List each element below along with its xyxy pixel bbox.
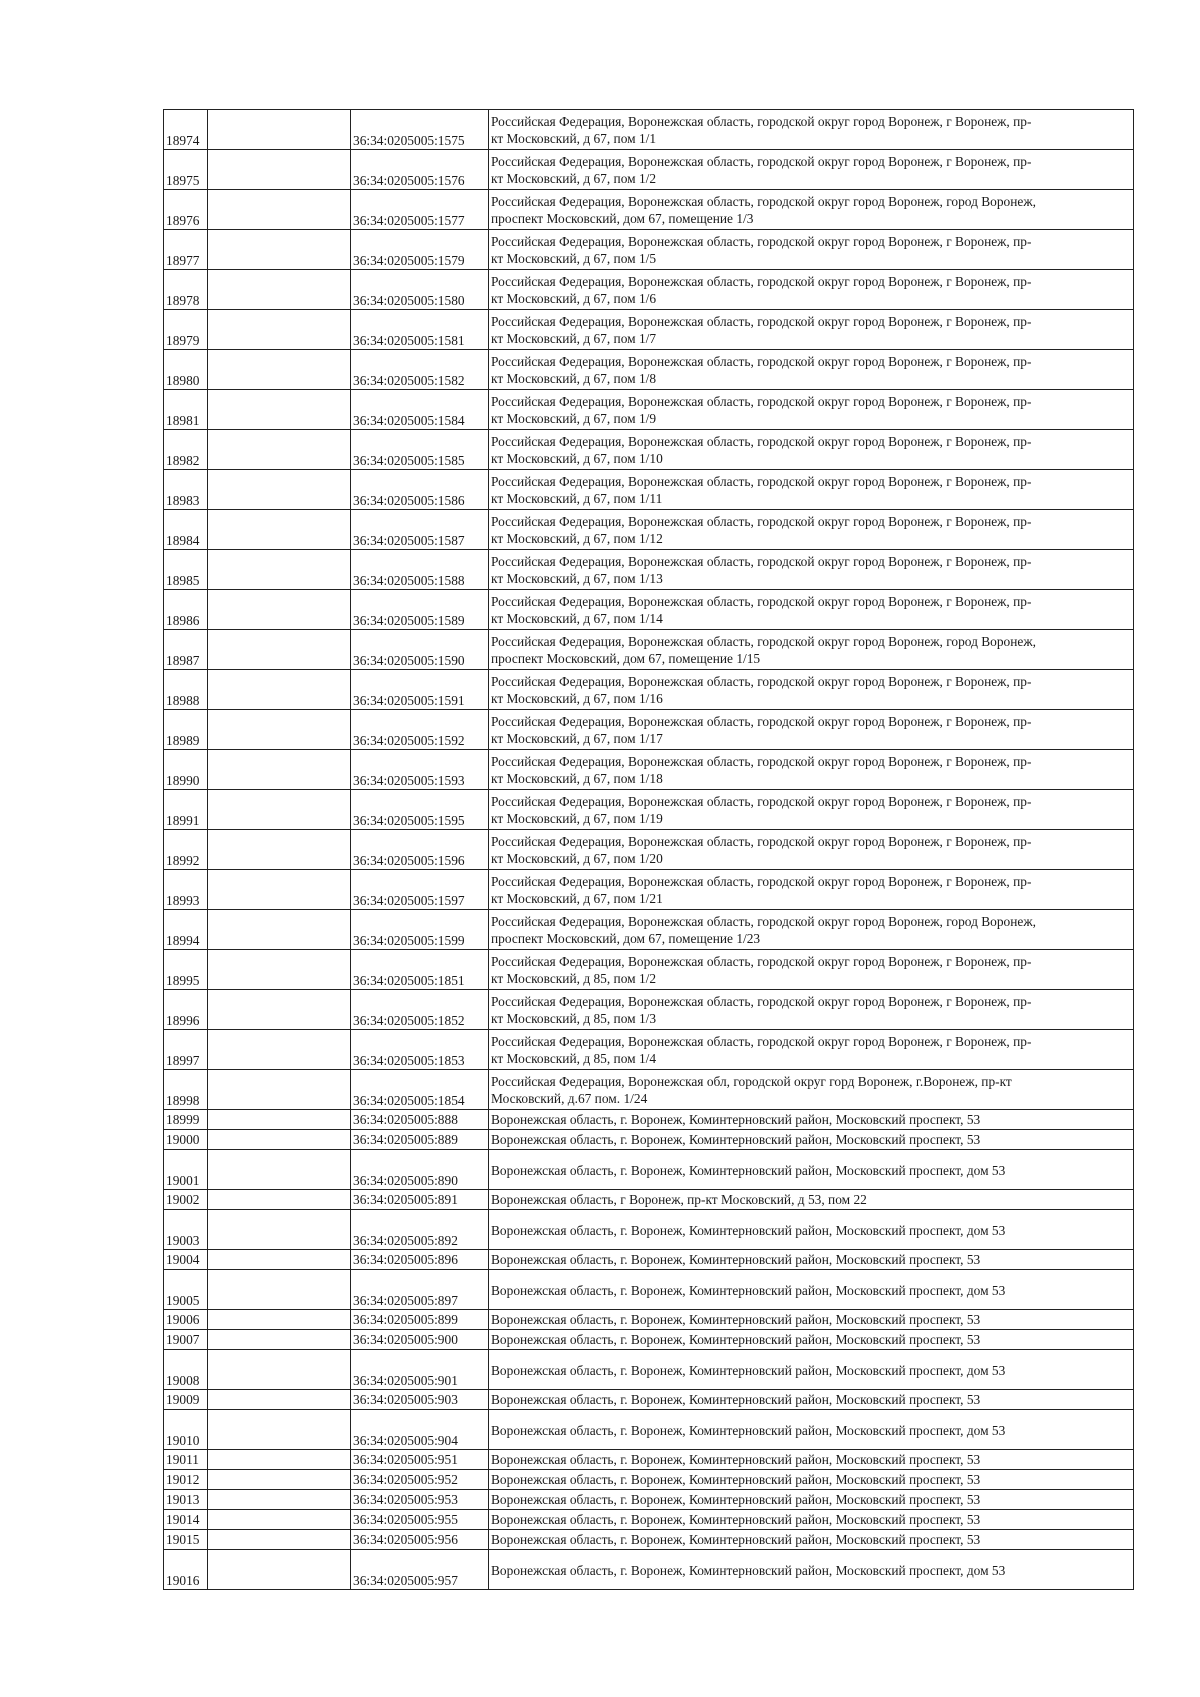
empty-cell [208, 110, 351, 150]
cadastral-number-cell: 36:34:0205005:888 [351, 1110, 489, 1130]
row-number-cell: 18978 [164, 270, 208, 310]
empty-cell [208, 1350, 351, 1390]
table-row [164, 1510, 1134, 1530]
empty-cell [208, 1470, 351, 1490]
cadastral-number-cell: 36:34:0205005:1575 [351, 110, 489, 150]
row-number-cell: 18975 [164, 150, 208, 190]
row-number-cell: 19006 [164, 1310, 208, 1330]
table-row [164, 230, 1134, 270]
address-cell: Российская Федерация, Воронежская обл, городской округ горд Воронеж, г.Воронеж, пр-кт Московский, д.67 пом. 1/24 [489, 1070, 1134, 1110]
cadastral-number-cell: 36:34:0205005:890 [351, 1150, 489, 1190]
cadastral-number-cell: 36:34:0205005:1576 [351, 150, 489, 190]
table-row [164, 990, 1134, 1030]
table-row [164, 270, 1134, 310]
cadastral-number-cell: 36:34:0205005:957 [351, 1550, 489, 1590]
empty-cell [208, 510, 351, 550]
address-cell: Российская Федерация, Воронежская область, городской округ город Воронеж, г Воронеж, пр- кт Московский, д 67, пом 1/6 [489, 270, 1134, 310]
address-cell: Российская Федерация, Воронежская область, городской округ город Воронеж, г Воронеж, пр- кт Московский, д 67, пом 1/17 [489, 710, 1134, 750]
table-row [164, 870, 1134, 910]
table-row [164, 190, 1134, 230]
cadastral-number-cell: 36:34:0205005:953 [351, 1490, 489, 1510]
empty-cell [208, 910, 351, 950]
row-number-cell: 19000 [164, 1130, 208, 1150]
address-cell: Российская Федерация, Воронежская область, городской округ город Воронеж, город Воронеж, проспект Московский, дом 67, помещение 1/3 [489, 190, 1134, 230]
address-cell: Российская Федерация, Воронежская область, городской округ город Воронеж, г Воронеж, пр- кт Московский, д 67, пом 1/16 [489, 670, 1134, 710]
row-number-cell: 18995 [164, 950, 208, 990]
table-row [164, 1270, 1134, 1310]
table-row [164, 950, 1134, 990]
row-number-cell: 19007 [164, 1330, 208, 1350]
empty-cell [208, 750, 351, 790]
empty-cell [208, 1510, 351, 1530]
table-row [164, 1550, 1134, 1590]
table-row [164, 1530, 1134, 1550]
table-row [164, 150, 1134, 190]
address-cell: Воронежская область, г. Воронеж, Коминтерновский район, Московский проспект, 53 [489, 1250, 1134, 1270]
table-row [164, 1210, 1134, 1250]
row-number-cell: 19004 [164, 1250, 208, 1270]
empty-cell [208, 1450, 351, 1470]
empty-cell [208, 1250, 351, 1270]
property-table [163, 109, 1134, 1590]
cadastral-number-cell: 36:34:0205005:951 [351, 1450, 489, 1470]
table-row [164, 310, 1134, 350]
row-number-cell: 18976 [164, 190, 208, 230]
empty-cell [208, 1410, 351, 1450]
address-cell: Воронежская область, г. Воронеж, Коминтерновский район, Московский проспект, дом 53 [489, 1150, 1134, 1190]
cadastral-number-cell: 36:34:0205005:1853 [351, 1030, 489, 1070]
cadastral-number-cell: 36:34:0205005:1592 [351, 710, 489, 750]
table-row [164, 1190, 1134, 1210]
empty-cell [208, 1490, 351, 1510]
empty-cell [208, 710, 351, 750]
empty-cell [208, 350, 351, 390]
cadastral-number-cell: 36:34:0205005:956 [351, 1530, 489, 1550]
address-cell: Российская Федерация, Воронежская область, городской округ город Воронеж, г Воронеж, пр- кт Московский, д 67, пом 1/9 [489, 390, 1134, 430]
row-number-cell: 19008 [164, 1350, 208, 1390]
empty-cell [208, 1550, 351, 1590]
empty-cell [208, 1210, 351, 1250]
cadastral-number-cell: 36:34:0205005:1584 [351, 390, 489, 430]
cadastral-number-cell: 36:34:0205005:1589 [351, 590, 489, 630]
table-row [164, 430, 1134, 470]
row-number-cell: 18993 [164, 870, 208, 910]
table-row [164, 630, 1134, 670]
row-number-cell: 18981 [164, 390, 208, 430]
cadastral-number-cell: 36:34:0205005:1590 [351, 630, 489, 670]
table-row [164, 1410, 1134, 1450]
address-cell: Российская Федерация, Воронежская область, городской округ город Воронеж, г Воронеж, пр- кт Московский, д 67, пом 1/14 [489, 590, 1134, 630]
row-number-cell: 19003 [164, 1210, 208, 1250]
address-cell: Воронежская область, г. Воронеж, Коминтерновский район, Московский проспект, 53 [489, 1450, 1134, 1470]
address-cell: Российская Федерация, Воронежская область, городской округ город Воронеж, г Воронеж, пр- кт Московский, д 85, пом 1/4 [489, 1030, 1134, 1070]
row-number-cell: 19002 [164, 1190, 208, 1210]
empty-cell [208, 1390, 351, 1410]
row-number-cell: 18983 [164, 470, 208, 510]
address-cell: Воронежская область, г. Воронеж, Коминтерновский район, Московский проспект, 53 [489, 1510, 1134, 1530]
table-row [164, 1070, 1134, 1110]
row-number-cell: 18994 [164, 910, 208, 950]
cadastral-number-cell: 36:34:0205005:904 [351, 1410, 489, 1450]
empty-cell [208, 1030, 351, 1070]
table-row [164, 1130, 1134, 1150]
table-row [164, 1390, 1134, 1410]
cadastral-number-cell: 36:34:0205005:1577 [351, 190, 489, 230]
table-row [164, 510, 1134, 550]
table-row [164, 910, 1134, 950]
table-row [164, 670, 1134, 710]
cadastral-number-cell: 36:34:0205005:903 [351, 1390, 489, 1410]
empty-cell [208, 830, 351, 870]
address-cell: Российская Федерация, Воронежская область, городской округ город Воронеж, г Воронеж, пр- кт Московский, д 67, пом 1/21 [489, 870, 1134, 910]
row-number-cell: 18977 [164, 230, 208, 270]
cadastral-number-cell: 36:34:0205005:1597 [351, 870, 489, 910]
address-cell: Российская Федерация, Воронежская область, городской округ город Воронеж, г Воронеж, пр- кт Московский, д 67, пом 1/1 [489, 110, 1134, 150]
address-cell: Воронежская область, г. Воронеж, Коминтерновский район, Московский проспект, 53 [489, 1470, 1134, 1490]
table-row [164, 1450, 1134, 1470]
table-row [164, 1110, 1134, 1130]
row-number-cell: 18998 [164, 1070, 208, 1110]
cadastral-number-cell: 36:34:0205005:1585 [351, 430, 489, 470]
cadastral-number-cell: 36:34:0205005:889 [351, 1130, 489, 1150]
cadastral-number-cell: 36:34:0205005:900 [351, 1330, 489, 1350]
empty-cell [208, 1130, 351, 1150]
address-cell: Воронежская область, г Воронеж, пр-кт Московский, д 53, пом 22 [489, 1190, 1134, 1210]
address-cell: Воронежская область, г. Воронеж, Коминтерновский район, Московский проспект, 53 [489, 1530, 1134, 1550]
table-row [164, 1150, 1134, 1190]
empty-cell [208, 1070, 351, 1110]
empty-cell [208, 270, 351, 310]
row-number-cell: 18985 [164, 550, 208, 590]
row-number-cell: 18980 [164, 350, 208, 390]
row-number-cell: 19011 [164, 1450, 208, 1470]
address-cell: Российская Федерация, Воронежская область, городской округ город Воронеж, г Воронеж, пр- кт Московский, д 67, пом 1/19 [489, 790, 1134, 830]
row-number-cell: 19005 [164, 1270, 208, 1310]
row-number-cell: 19009 [164, 1390, 208, 1410]
table-row [164, 550, 1134, 590]
cadastral-number-cell: 36:34:0205005:896 [351, 1250, 489, 1270]
row-number-cell: 18974 [164, 110, 208, 150]
table-row [164, 830, 1134, 870]
table-row [164, 1490, 1134, 1510]
table-row [164, 1310, 1134, 1330]
row-number-cell: 18987 [164, 630, 208, 670]
empty-cell [208, 790, 351, 830]
row-number-cell: 18999 [164, 1110, 208, 1130]
empty-cell [208, 950, 351, 990]
empty-cell [208, 190, 351, 230]
row-number-cell: 18988 [164, 670, 208, 710]
table-row [164, 1470, 1134, 1490]
address-cell: Российская Федерация, Воронежская область, городской округ город Воронеж, г Воронеж, пр- кт Московский, д 67, пом 1/7 [489, 310, 1134, 350]
empty-cell [208, 1190, 351, 1210]
table-row [164, 1030, 1134, 1070]
address-cell: Воронежская область, г. Воронеж, Коминтерновский район, Московский проспект, 53 [489, 1110, 1134, 1130]
address-cell: Воронежская область, г. Воронеж, Коминтерновский район, Московский проспект, 53 [489, 1390, 1134, 1410]
property-table-body [164, 110, 1134, 1590]
cadastral-number-cell: 36:34:0205005:952 [351, 1470, 489, 1490]
cadastral-number-cell: 36:34:0205005:1581 [351, 310, 489, 350]
address-cell: Российская Федерация, Воронежская область, городской округ город Воронеж, г Воронеж, пр- кт Московский, д 67, пом 1/8 [489, 350, 1134, 390]
address-cell: Воронежская область, г. Воронеж, Коминтерновский район, Московский проспект, 53 [489, 1330, 1134, 1350]
cadastral-number-cell: 36:34:0205005:1596 [351, 830, 489, 870]
empty-cell [208, 550, 351, 590]
cadastral-number-cell: 36:34:0205005:1579 [351, 230, 489, 270]
empty-cell [208, 1270, 351, 1310]
cadastral-number-cell: 36:34:0205005:1854 [351, 1070, 489, 1110]
empty-cell [208, 630, 351, 670]
table-row [164, 470, 1134, 510]
empty-cell [208, 1150, 351, 1190]
empty-cell [208, 1330, 351, 1350]
row-number-cell: 18990 [164, 750, 208, 790]
empty-cell [208, 230, 351, 270]
cadastral-number-cell: 36:34:0205005:1593 [351, 750, 489, 790]
table-row [164, 790, 1134, 830]
cadastral-number-cell: 36:34:0205005:1599 [351, 910, 489, 950]
address-cell: Российская Федерация, Воронежская область, городской округ город Воронеж, г Воронеж, пр- кт Московский, д 67, пом 1/20 [489, 830, 1134, 870]
address-cell: Российская Федерация, Воронежская область, городской округ город Воронеж, г Воронеж, пр- кт Московский, д 67, пом 1/2 [489, 150, 1134, 190]
row-number-cell: 18984 [164, 510, 208, 550]
cadastral-number-cell: 36:34:0205005:1595 [351, 790, 489, 830]
address-cell: Воронежская область, г. Воронеж, Коминтерновский район, Московский проспект, 53 [489, 1490, 1134, 1510]
row-number-cell: 19013 [164, 1490, 208, 1510]
row-number-cell: 19016 [164, 1550, 208, 1590]
address-cell: Российская Федерация, Воронежская область, городской округ город Воронеж, г Воронеж, пр- кт Московский, д 67, пом 1/13 [489, 550, 1134, 590]
address-cell: Воронежская область, г. Воронеж, Коминтерновский район, Московский проспект, дом 53 [489, 1550, 1134, 1590]
table-row [164, 1350, 1134, 1390]
cadastral-number-cell: 36:34:0205005:897 [351, 1270, 489, 1310]
row-number-cell: 19015 [164, 1530, 208, 1550]
table-row [164, 710, 1134, 750]
empty-cell [208, 870, 351, 910]
row-number-cell: 18992 [164, 830, 208, 870]
empty-cell [208, 430, 351, 470]
address-cell: Воронежская область, г. Воронеж, Коминтерновский район, Московский проспект, 53 [489, 1310, 1134, 1330]
cadastral-number-cell: 36:34:0205005:1580 [351, 270, 489, 310]
cadastral-number-cell: 36:34:0205005:1586 [351, 470, 489, 510]
address-cell: Российская Федерация, Воронежская область, городской округ город Воронеж, г Воронеж, пр- кт Московский, д 67, пом 1/12 [489, 510, 1134, 550]
empty-cell [208, 1110, 351, 1130]
cadastral-number-cell: 36:34:0205005:955 [351, 1510, 489, 1530]
address-cell: Воронежская область, г. Воронеж, Коминтерновский район, Московский проспект, дом 53 [489, 1410, 1134, 1450]
row-number-cell: 18991 [164, 790, 208, 830]
cadastral-number-cell: 36:34:0205005:891 [351, 1190, 489, 1210]
empty-cell [208, 990, 351, 1030]
cadastral-number-cell: 36:34:0205005:1591 [351, 670, 489, 710]
cadastral-number-cell: 36:34:0205005:901 [351, 1350, 489, 1390]
address-cell: Российская Федерация, Воронежская область, городской округ город Воронеж, г Воронеж, пр- кт Московский, д 67, пом 1/10 [489, 430, 1134, 470]
cadastral-number-cell: 36:34:0205005:1851 [351, 950, 489, 990]
table-row [164, 350, 1134, 390]
address-cell: Воронежская область, г. Воронеж, Коминтерновский район, Московский проспект, 53 [489, 1130, 1134, 1150]
row-number-cell: 19010 [164, 1410, 208, 1450]
empty-cell [208, 470, 351, 510]
address-cell: Воронежская область, г. Воронеж, Коминтерновский район, Московский проспект, дом 53 [489, 1350, 1134, 1390]
table-row [164, 590, 1134, 630]
address-cell: Российская Федерация, Воронежская область, городской округ город Воронеж, город Воронеж, проспект Московский, дом 67, помещение 1/23 [489, 910, 1134, 950]
empty-cell [208, 390, 351, 430]
row-number-cell: 18989 [164, 710, 208, 750]
empty-cell [208, 1530, 351, 1550]
cadastral-number-cell: 36:34:0205005:1588 [351, 550, 489, 590]
cadastral-number-cell: 36:34:0205005:892 [351, 1210, 489, 1250]
row-number-cell: 19001 [164, 1150, 208, 1190]
address-cell: Воронежская область, г. Воронеж, Коминтерновский район, Московский проспект, дом 53 [489, 1270, 1134, 1310]
address-cell: Российская Федерация, Воронежская область, городской округ город Воронеж, г Воронеж, пр- кт Московский, д 67, пом 1/18 [489, 750, 1134, 790]
row-number-cell: 19014 [164, 1510, 208, 1530]
address-cell: Российская Федерация, Воронежская область, городской округ город Воронеж, г Воронеж, пр- кт Московский, д 85, пом 1/3 [489, 990, 1134, 1030]
row-number-cell: 18979 [164, 310, 208, 350]
cadastral-number-cell: 36:34:0205005:899 [351, 1310, 489, 1330]
address-cell: Российская Федерация, Воронежская область, городской округ город Воронеж, г Воронеж, пр- кт Московский, д 85, пом 1/2 [489, 950, 1134, 990]
row-number-cell: 18996 [164, 990, 208, 1030]
table-row [164, 1330, 1134, 1350]
empty-cell [208, 590, 351, 630]
table-row [164, 1250, 1134, 1270]
empty-cell [208, 1310, 351, 1330]
empty-cell [208, 150, 351, 190]
cadastral-number-cell: 36:34:0205005:1582 [351, 350, 489, 390]
table-row [164, 750, 1134, 790]
address-cell: Российская Федерация, Воронежская область, городской округ город Воронеж, город Воронеж, проспект Московский, дом 67, помещение 1/15 [489, 630, 1134, 670]
address-cell: Российская Федерация, Воронежская область, городской округ город Воронеж, г Воронеж, пр- кт Московский, д 67, пом 1/5 [489, 230, 1134, 270]
empty-cell [208, 310, 351, 350]
row-number-cell: 18982 [164, 430, 208, 470]
address-cell: Российская Федерация, Воронежская область, городской округ город Воронеж, г Воронеж, пр- кт Московский, д 67, пом 1/11 [489, 470, 1134, 510]
address-cell: Воронежская область, г. Воронеж, Коминтерновский район, Московский проспект, дом 53 [489, 1210, 1134, 1250]
row-number-cell: 18986 [164, 590, 208, 630]
table-row [164, 390, 1134, 430]
row-number-cell: 18997 [164, 1030, 208, 1070]
row-number-cell: 19012 [164, 1470, 208, 1490]
cadastral-number-cell: 36:34:0205005:1852 [351, 990, 489, 1030]
empty-cell [208, 670, 351, 710]
table-row [164, 110, 1134, 150]
cadastral-number-cell: 36:34:0205005:1587 [351, 510, 489, 550]
